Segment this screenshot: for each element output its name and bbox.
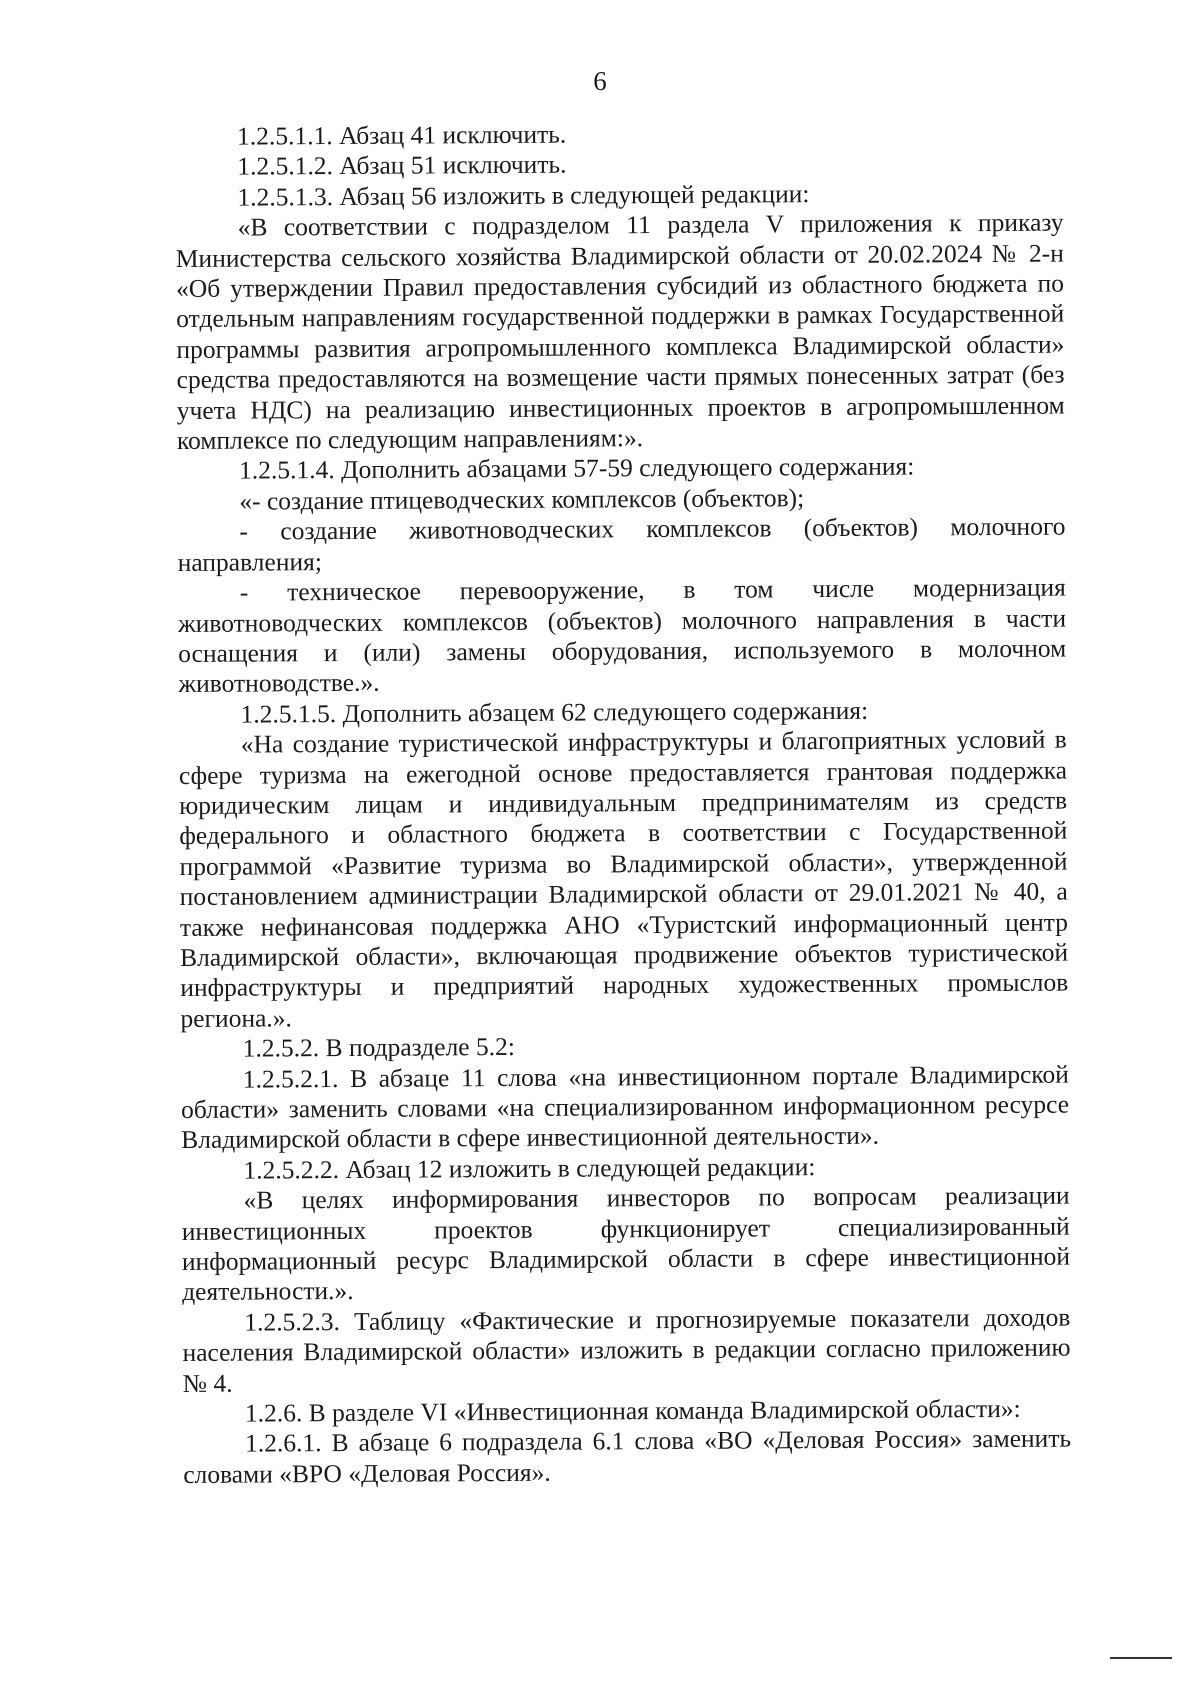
- paragraph: - техническое перевооружение, в том числе модернизация животноводческих комплексов (объектов) молочного направления в части оснащения и (или) замены оборудования, используемого в молочном животноводстве.».: [177, 572, 1067, 699]
- paragraph: «- создание птицеводческих комплексов (объектов);: [239, 483, 805, 516]
- paragraph: 1.2.5.2.2. Абзац 12 изложить в следующей редакции:: [243, 1151, 816, 1185]
- page-number: 6: [593, 66, 607, 96]
- paragraph: 1.2.6.1. В абзаце 6 подраздела 6.1 слова «ВО «Деловая Россия» заменить словами «ВРО «Деловая Россия».: [183, 1424, 1072, 1489]
- paragraph: 1.2.5.2.1. В абзаце 11 слова «на инвестиционном портале Владимирской области» заменить словами «на специализированном информационном ресурсе Владимирской области в сфере инвестиционной деятельности».: [180, 1059, 1070, 1155]
- paragraph: 1.2.5.2.3. Таблицу «Фактические и прогнозируемые показатели доходов населения Владимирской области» изложить в редакции согласно приложению № 4.: [182, 1302, 1071, 1398]
- paragraph: 1.2.5.1.5. Дополнить абзацем 62 следующего содержания:: [240, 695, 869, 729]
- paragraph: 1.2.5.1.1. Абзац 41 исключить.: [236, 119, 567, 151]
- paragraph: «В соответствии с подразделом 11 раздела V приложения к приказу Министерства сельского хозяйства Владимирской области от 20.02.2024 № 2-н «Об утверждении Правил предоставления субсидий из областного бюджета по отдельным направлениям государственной поддержки в рамках Государственной программы развития агропромышленного комплекса Владимирской области» средства предоставляются на возмещение части прямых понесенных затрат (без учета НДС) на реализацию инвестиционных проектов в агропромышленном комплексе по следующим направлениям:».: [175, 207, 1065, 456]
- paragraph: 1.2.5.1.4. Дополнить абзацами 57-59 следующего содержания:: [239, 451, 915, 486]
- paragraph: - создание животноводческих комплексов (объектов) молочного направления;: [177, 511, 1066, 577]
- paragraph: «В целях информирования инвесторов по вопросам реализации инвестиционных проектов функционирует специализированный информационный ресурс Владимирской области в сфере инвестиционной деятельности.».: [181, 1180, 1071, 1307]
- paragraph: 1.2.6. В разделе VI «Инвестиционная команда Владимирской области»:: [244, 1393, 1021, 1428]
- document-body: [175, 117, 1071, 1491]
- paragraph: 1.2.5.1.2. Абзац 51 исключить.: [237, 150, 567, 182]
- paragraph: 1.2.5.2. В подразделе 5.2:: [242, 1032, 515, 1063]
- paragraph: «На создание туристической инфраструктуры и благоприятных условий в сфере туризма на ежегодной основе предоставляется грантовая поддержка юридическим лицам и индивидуальным предпринимателям из средств федерального и областного бюджета в соответствии с Государственной программой «Развитие туризма во Владимирской области», утвержденной постановлением администрации Владимирской области от 29.01.2021 № 40, а также нефинансовая поддержка АНО «Туристский информационный центр Владимирской области», включающая продвижение объектов туристической инфраструктуры и предприятий народных художественных промыслов региона.».: [178, 724, 1069, 1033]
- footer-rule: [1110, 1657, 1172, 1659]
- paragraph: 1.2.5.1.3. Абзац 56 изложить в следующей редакции:: [237, 178, 810, 212]
